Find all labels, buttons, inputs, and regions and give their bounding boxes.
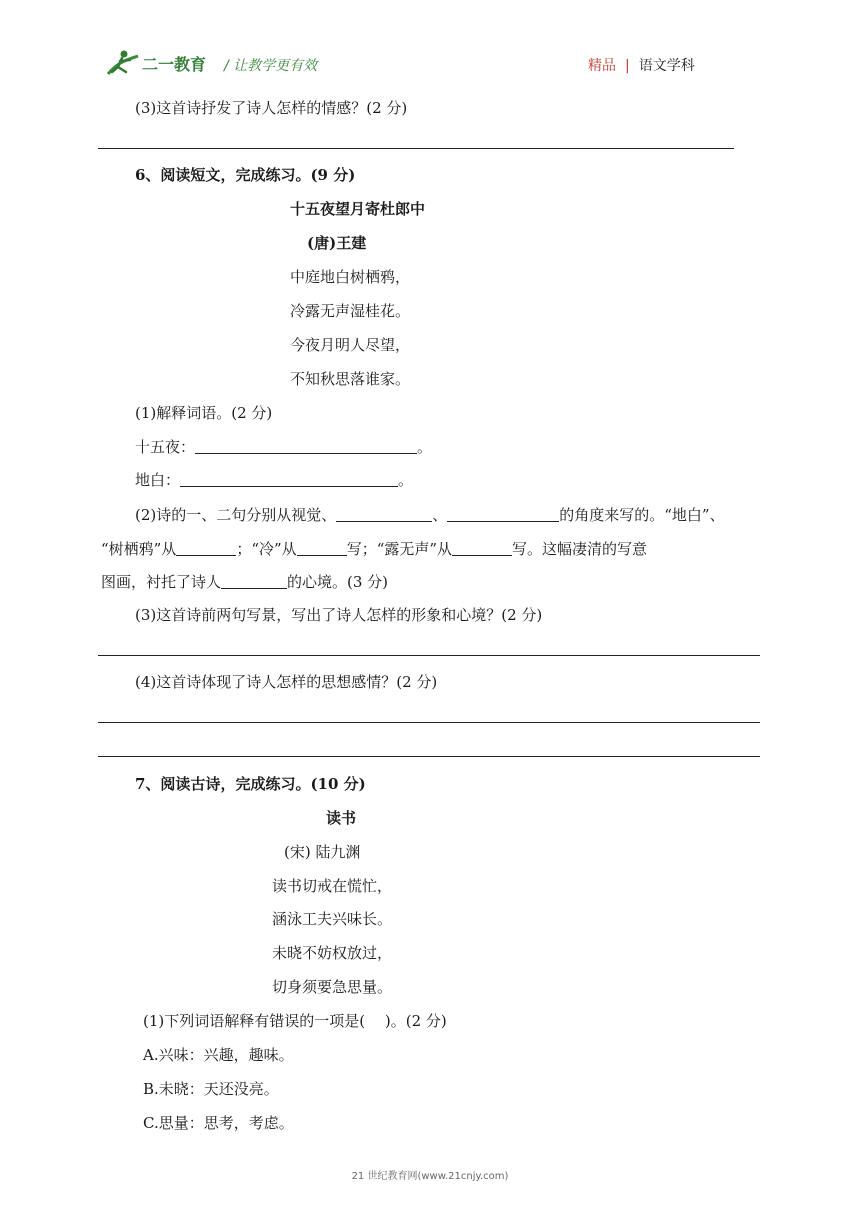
s6-q1a-label: 十五夜：	[135, 438, 196, 456]
poem-6-title: 十五夜望月寄杜郎中	[290, 200, 426, 218]
poem-6-line-4: 不知秋思落谁家。	[290, 370, 411, 388]
s6-q2-blank-3[interactable]	[176, 540, 236, 556]
s7-option-b: B.未晓：天还没亮。	[143, 1080, 279, 1098]
s6-q3: (3)这首诗前两句写景，写出了诗人怎样的形象和心境？(2 分)	[135, 606, 543, 624]
s6-q4: (4)这首诗体现了诗人怎样的思想感情？(2 分)	[135, 673, 438, 691]
s6-q2-line3	[101, 572, 388, 592]
s6-q2-text-c: 的角度来写的。“地白”、	[559, 506, 725, 524]
s6-q2-text-e: ；“冷”从	[236, 540, 297, 558]
logo-icon	[104, 48, 214, 80]
s6-q2-text-h: 图画，衬托了诗人	[101, 573, 222, 591]
s6-q2-text-f: 写；“露无声”从	[346, 540, 453, 558]
s6-q2-blank-2[interactable]	[447, 506, 559, 522]
answer-line-s6-q4-1	[98, 722, 760, 723]
section-6-title: 6、阅读短文，完成练习。(9 分)	[135, 166, 356, 184]
s6-q2-text-i: 的心境。(3 分)	[287, 573, 389, 591]
s6-q2-text-g: 写。这幅凄清的写意	[512, 540, 648, 558]
page-footer: 21 世纪教育网(www.21cnjy.com)	[351, 1171, 509, 1182]
s6-q2-line1	[135, 505, 725, 525]
s6-q2-blank-6[interactable]	[221, 573, 287, 589]
poem-7-title: 读书	[326, 809, 357, 827]
s6-q1b-end: 。	[398, 471, 414, 489]
s7-q1: (1)下列词语解释有错误的一项是( )。(2 分)	[143, 1012, 447, 1030]
poem-7-line-1: 读书切戒在慌忙，	[272, 877, 393, 895]
answer-line-s6-q3	[98, 655, 760, 656]
header-tag-jingpin: 精品	[588, 58, 616, 74]
s6-q1a-blank[interactable]	[195, 438, 417, 454]
poem-6-author: (唐)王建	[307, 234, 367, 252]
poem-7-line-3: 未晓不妨权放过，	[272, 944, 393, 962]
s6-q2-blank-5[interactable]	[452, 540, 512, 556]
poem-6-line-1: 中庭地白树栖鸦，	[290, 268, 411, 286]
s6-q2-blank-4[interactable]	[297, 540, 347, 556]
s6-q1: (1)解释词语。(2 分)	[135, 404, 273, 422]
s6-q2-line2	[101, 539, 647, 559]
s6-q1a	[135, 437, 432, 457]
answer-line-prev-q3	[98, 148, 734, 149]
s6-q2-text-a: (2)诗的一、二句分别从视觉、	[135, 506, 337, 524]
s6-q1b	[135, 470, 413, 490]
poem-7-author: (宋) 陆九渊	[284, 843, 361, 861]
header-right	[588, 55, 695, 75]
poem-6-line-3: 今夜月明人尽望，	[290, 336, 411, 354]
s6-q1a-end: 。	[417, 438, 433, 456]
s6-q2-blank-1[interactable]	[336, 506, 432, 522]
header-separator: |	[625, 58, 630, 74]
s7-option-a: A.兴味：兴趣，趣味。	[143, 1046, 294, 1064]
logo-text: 二一教育	[142, 55, 207, 74]
s6-q2-text-b: 、	[432, 506, 448, 524]
poem-7-line-2: 涵泳工夫兴味长。	[272, 910, 393, 928]
answer-line-s6-q4-2	[98, 756, 760, 757]
poem-7-line-4: 切身须要急思量。	[272, 978, 393, 996]
s6-q2-text-d: “树栖鸦”从	[101, 540, 177, 558]
poem-6-line-2: 冷露无声湿桂花。	[290, 302, 411, 320]
s7-option-c: C.思量：思考，考虑。	[143, 1114, 294, 1132]
header-slogan: / 让教学更有效	[224, 58, 318, 74]
s6-q1b-label: 地白：	[135, 471, 181, 489]
section-7-title: 7、阅读古诗，完成练习。(10 分)	[135, 775, 366, 793]
s6-q1b-blank[interactable]	[180, 471, 398, 487]
prev-q3: (3)这首诗抒发了诗人怎样的情感？(2 分)	[135, 99, 408, 117]
header-subject: 语文学科	[638, 58, 695, 74]
